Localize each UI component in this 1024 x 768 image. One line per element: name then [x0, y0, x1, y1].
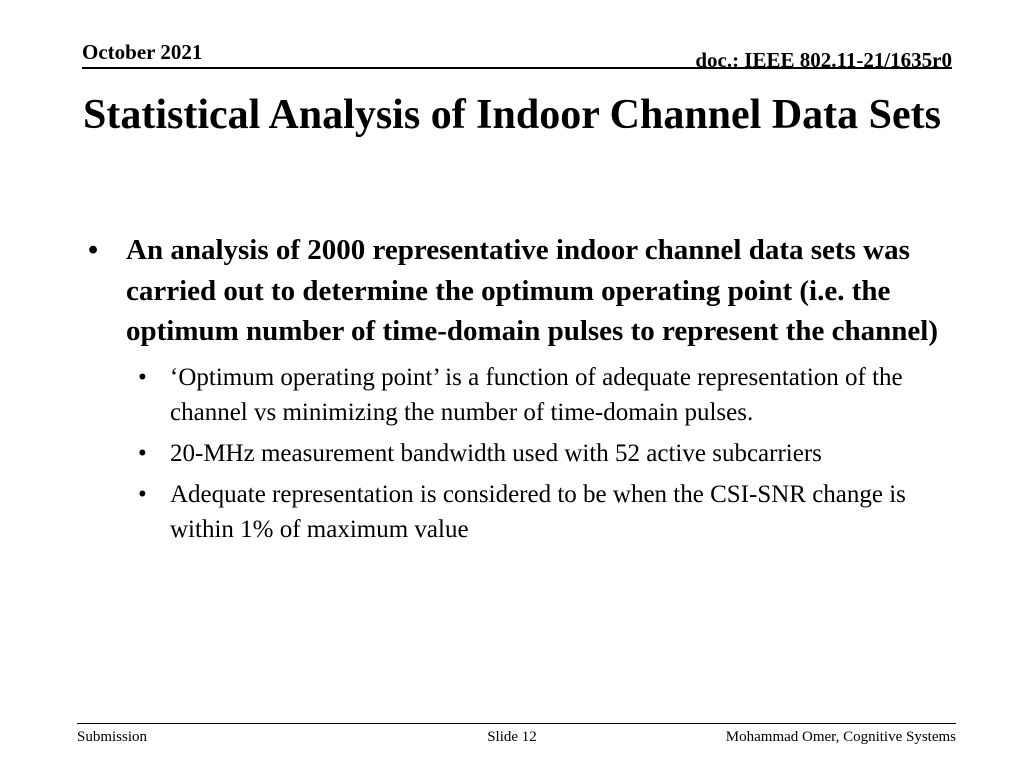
footer-divider — [77, 723, 956, 724]
sub-bullet-text: ‘Optimum operating point’ is a function of adequate representation of the channel vs minimizing the number of time-domain pulses. — [170, 363, 903, 426]
bullet-marker: • — [88, 234, 99, 266]
main-bullet-text: An analysis of 2000 representative indoor channel data sets was carried out to determine the optimum operating point (i.e. the optimum number of time-domain pulses to represent the channel) — [126, 234, 938, 347]
sub-bullet-text: Adequate representation is considered to be when the CSI-SNR change is within 1% of maximum value — [170, 480, 906, 543]
header-date: October 2021 — [82, 40, 203, 64]
sub-bullet-2 — [88, 436, 948, 471]
main-bullet — [88, 230, 948, 352]
sub-bullet-text: 20-MHz measurement bandwidth used with 52 active subcarriers — [170, 439, 822, 467]
slide-body — [88, 230, 948, 553]
footer-author: Mohammad Omer, Cognitive Systems — [725, 729, 956, 745]
sub-bullet-3 — [88, 477, 948, 547]
footer-submission: Submission — [77, 729, 148, 745]
bullet-marker: • — [138, 363, 147, 391]
footer-slide-number: Slide 12 — [487, 729, 537, 745]
slide-title: Statistical Analysis of Indoor Channel Data Sets — [82, 92, 941, 138]
sub-bullet-list — [88, 360, 948, 547]
header-doc-id: doc.: IEEE 802.11-21/1635r0 — [695, 48, 952, 72]
bullet-marker: • — [138, 480, 147, 508]
sub-bullet-1 — [88, 360, 948, 430]
header-divider — [82, 67, 952, 69]
bullet-marker: • — [138, 439, 147, 467]
